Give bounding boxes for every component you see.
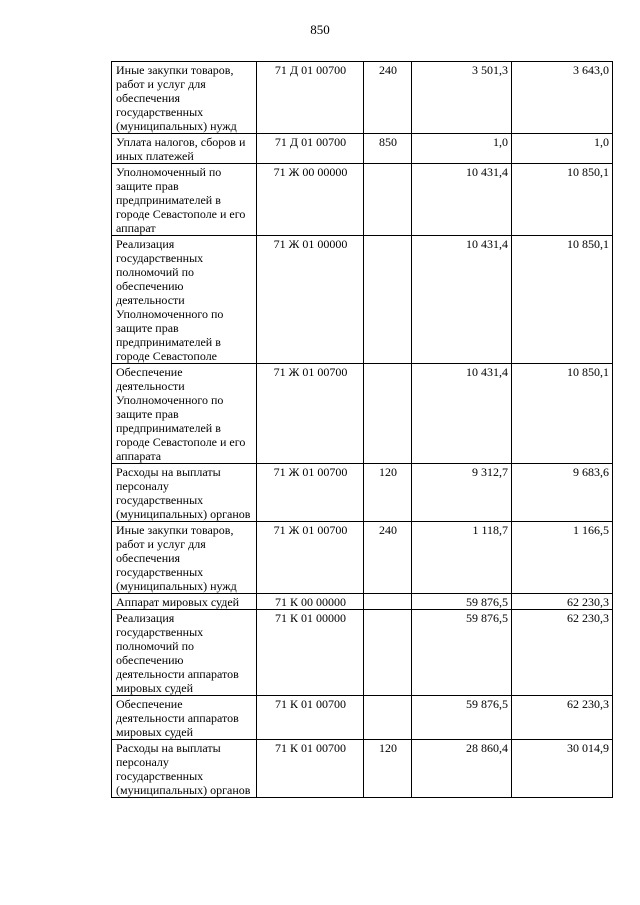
table-row — [112, 740, 613, 798]
amount-year2-cell: 62 230,3 — [512, 696, 613, 740]
target-article-code-cell: 71 Ж 01 00700 — [257, 464, 364, 522]
target-article-code-cell: 71 Ж 01 00000 — [257, 236, 364, 364]
budget-table — [111, 61, 613, 798]
target-article-code-cell: 71 К 00 00000 — [257, 594, 364, 610]
row-name-cell: Обеспечение деятельности аппаратов мировых судей — [112, 696, 257, 740]
target-article-code-cell: 71 Ж 00 00000 — [257, 164, 364, 236]
table-row — [112, 134, 613, 164]
amount-year1-cell: 3 501,3 — [412, 62, 512, 134]
amount-year1-cell: 59 876,5 — [412, 594, 512, 610]
page-number: 850 — [310, 22, 330, 37]
table-row — [112, 236, 613, 364]
amount-year1-cell: 1,0 — [412, 134, 512, 164]
expense-type-code-cell: 850 — [364, 134, 412, 164]
table-row — [112, 594, 613, 610]
row-name-cell: Иные закупки товаров, работ и услуг для обеспечения государственных (муниципальных) нужд — [112, 62, 257, 134]
target-article-code-cell: 71 Ж 01 00700 — [257, 364, 364, 464]
target-article-code-cell: 71 К 01 00000 — [257, 610, 364, 696]
row-name-cell: Реализация государственных полномочий по обеспечению деятельности Уполномоченного по защите прав предпринимателей в городе Севастополе — [112, 236, 257, 364]
amount-year2-cell: 3 643,0 — [512, 62, 613, 134]
expense-type-code-cell — [364, 236, 412, 364]
amount-year2-cell: 62 230,3 — [512, 594, 613, 610]
row-name-cell: Аппарат мировых судей — [112, 594, 257, 610]
table-row — [112, 696, 613, 740]
target-article-code-cell: 71 Д 01 00700 — [257, 134, 364, 164]
expense-type-code-cell: 120 — [364, 464, 412, 522]
target-article-code-cell: 71 Д 01 00700 — [257, 62, 364, 134]
amount-year2-cell: 10 850,1 — [512, 364, 613, 464]
amount-year2-cell: 10 850,1 — [512, 164, 613, 236]
amount-year2-cell: 10 850,1 — [512, 236, 613, 364]
row-name-cell: Обеспечение деятельности Уполномоченного по защите прав предпринимателей в городе Севастополе и его аппарата — [112, 364, 257, 464]
amount-year2-cell: 1 166,5 — [512, 522, 613, 594]
target-article-code-cell: 71 К 01 00700 — [257, 696, 364, 740]
target-article-code-cell: 71 К 01 00700 — [257, 740, 364, 798]
table-row — [112, 522, 613, 594]
table-row — [112, 364, 613, 464]
amount-year1-cell: 59 876,5 — [412, 696, 512, 740]
row-name-cell: Иные закупки товаров, работ и услуг для обеспечения государственных (муниципальных) нужд — [112, 522, 257, 594]
amount-year1-cell: 9 312,7 — [412, 464, 512, 522]
amount-year1-cell: 1 118,7 — [412, 522, 512, 594]
amount-year2-cell: 9 683,6 — [512, 464, 613, 522]
row-name-cell: Уплата налогов, сборов и иных платежей — [112, 134, 257, 164]
expense-type-code-cell — [364, 594, 412, 610]
amount-year1-cell: 28 860,4 — [412, 740, 512, 798]
expense-type-code-cell: 240 — [364, 62, 412, 134]
amount-year1-cell: 10 431,4 — [412, 164, 512, 236]
row-name-cell: Реализация государственных полномочий по обеспечению деятельности аппаратов мировых судей — [112, 610, 257, 696]
table-row — [112, 164, 613, 236]
expense-type-code-cell — [364, 164, 412, 236]
table-row — [112, 610, 613, 696]
amount-year1-cell: 10 431,4 — [412, 236, 512, 364]
amount-year2-cell: 30 014,9 — [512, 740, 613, 798]
row-name-cell: Расходы на выплаты персоналу государственных (муниципальных) органов — [112, 464, 257, 522]
row-name-cell: Расходы на выплаты персоналу государственных (муниципальных) органов — [112, 740, 257, 798]
expense-type-code-cell — [364, 610, 412, 696]
row-name-cell: Уполномоченный по защите прав предпринимателей в городе Севастополе и его аппарат — [112, 164, 257, 236]
expense-type-code-cell — [364, 696, 412, 740]
amount-year1-cell: 59 876,5 — [412, 610, 512, 696]
expense-type-code-cell: 240 — [364, 522, 412, 594]
amount-year1-cell: 10 431,4 — [412, 364, 512, 464]
expense-type-code-cell: 120 — [364, 740, 412, 798]
table-row — [112, 62, 613, 134]
target-article-code-cell: 71 Ж 01 00700 — [257, 522, 364, 594]
table-row — [112, 464, 613, 522]
expense-type-code-cell — [364, 364, 412, 464]
amount-year2-cell: 62 230,3 — [512, 610, 613, 696]
amount-year2-cell: 1,0 — [512, 134, 613, 164]
